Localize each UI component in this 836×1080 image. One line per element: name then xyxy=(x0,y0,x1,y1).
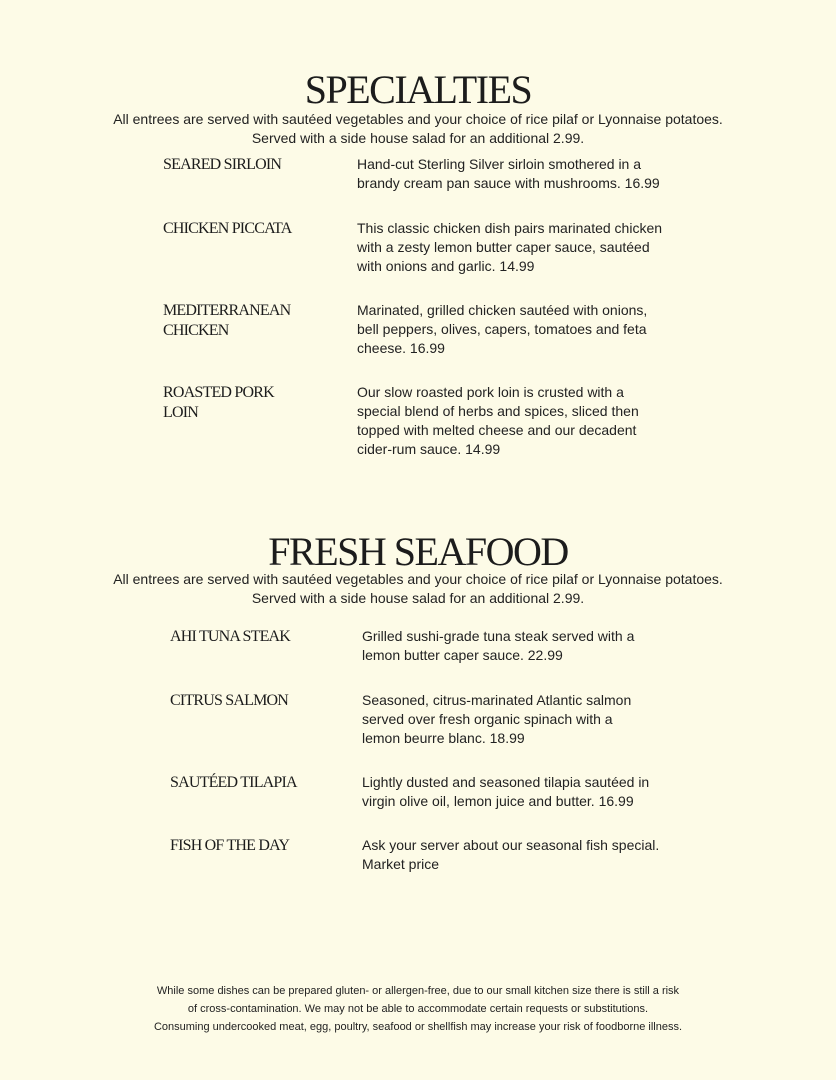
disclaimer-line2: of cross-contamination. We may not be able to accommodate certain requests or substitutions. xyxy=(187,1003,649,1015)
item-description xyxy=(357,383,687,459)
item-description-line: This classic chicken dish pairs marinated chicken xyxy=(357,220,663,236)
item-description-line: Our slow roasted pork loin is crusted with a xyxy=(357,384,624,400)
item-description-line: Grilled sushi-grade tuna steak served with a xyxy=(362,628,635,644)
item-description xyxy=(357,301,687,358)
specialties-intro-line1: All entrees are served with sautéed vegetables and your choice of rice pilaf or Lyonnaise potatoes. xyxy=(113,111,723,127)
disclaimer-line1: While some dishes can be prepared gluten- or allergen-free, due to our small kitchen size there is still a risk xyxy=(156,985,680,997)
item-description-line: Hand-cut Sterling Silver sirloin smothered in a xyxy=(357,156,642,172)
item-description-line: lemon beurre blanc. 18.99 xyxy=(362,730,525,746)
allergen-disclaimer xyxy=(0,982,836,1036)
item-description-line: special blend of herbs and spices, sliced then xyxy=(357,403,639,419)
item-description-line: Lightly dusted and seasoned tilapia sautéed in xyxy=(362,774,650,790)
item-description-line: Marinated, grilled chicken sautéed with onions, xyxy=(357,302,648,318)
item-description-line: cheese. 16.99 xyxy=(357,340,445,356)
item-description xyxy=(362,836,692,874)
seafood-intro-line1: All entrees are served with sautéed vegetables and your choice of rice pilaf or Lyonnaise potatoes. xyxy=(113,571,723,587)
item-name: CITRUS SALMON xyxy=(170,692,289,709)
specialties-title: SPECIALTIES xyxy=(304,67,532,112)
item-name: FISH OF THE DAY xyxy=(170,837,290,854)
item-description-line: virgin olive oil, lemon juice and butter. 16.99 xyxy=(362,793,634,809)
item-name: SAUTÉED TILAPIA xyxy=(170,774,297,791)
item-description-line: topped with melted cheese and our decadent xyxy=(357,422,637,438)
disclaimer-line3: Consuming undercooked meat, egg, poultry, seafood or shellfish may increase your risk of foodborne illness. xyxy=(153,1021,683,1033)
seafood-intro-line2: Served with a side house salad for an additional 2.99. xyxy=(251,590,585,606)
item-description-line: bell peppers, olives, capers, tomatoes and feta xyxy=(357,321,647,337)
item-name: AHI TUNA STEAK xyxy=(170,628,291,645)
item-description-line: with a zesty lemon butter caper sauce, sautéed xyxy=(357,239,650,255)
item-description xyxy=(362,773,692,811)
item-description xyxy=(362,691,692,748)
item-name: SEARED SIRLOIN xyxy=(163,156,282,173)
item-description-line: Market price xyxy=(362,856,440,872)
item-description-line: Ask your server about our seasonal fish special. xyxy=(362,837,660,853)
seafood-intro xyxy=(0,570,836,608)
item-description-line: served over fresh organic spinach with a xyxy=(362,711,613,727)
item-description xyxy=(357,155,687,193)
item-description xyxy=(357,219,687,276)
item-name: ROASTED PORK LOIN xyxy=(163,384,274,421)
item-name: MEDITERRANEAN CHICKEN xyxy=(163,302,291,339)
item-description-line: with onions and garlic. 14.99 xyxy=(357,258,535,274)
item-description-line: cider-rum sauce. 14.99 xyxy=(357,441,501,457)
item-description xyxy=(362,627,692,665)
item-description-line: Seasoned, citrus-marinated Atlantic salmon xyxy=(362,692,632,708)
specialties-intro-line2: Served with a side house salad for an additional 2.99. xyxy=(251,130,585,146)
specialties-intro xyxy=(0,110,836,148)
item-description-line: lemon butter caper sauce. 22.99 xyxy=(362,647,563,663)
seafood-title: FRESH SEAFOOD xyxy=(268,529,568,574)
item-description-line: brandy cream pan sauce with mushrooms. 16.99 xyxy=(357,175,660,191)
item-name: CHICKEN PICCATA xyxy=(163,220,292,237)
